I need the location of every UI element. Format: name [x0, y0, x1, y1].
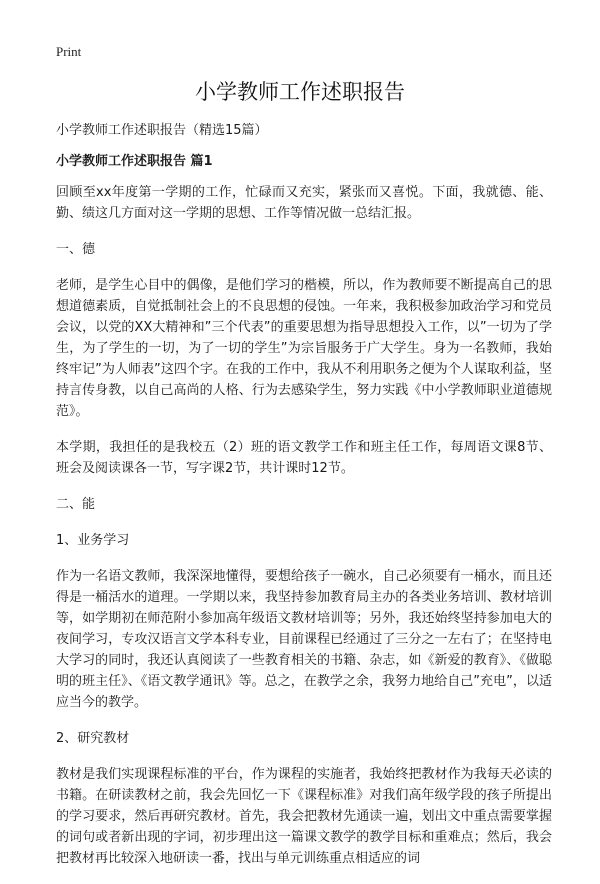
print-link[interactable]: Print: [56, 44, 82, 59]
section-title: 小学教师工作述职报告 篇1: [56, 154, 213, 169]
textbook-research-paragraph: 教材是我们实现课程标准的平台，作为课程的实施者，我始终把教材作为我每天必读的书籍。在研读教材之前，我会先回忆一下《课程标准》对我们高年级学段的孩子所提出的学习要求，然后再研究教材。首先，我会把教材先通读一遍，划出文中重点需要掌握的词句或者新出现的字词，初步理出这一篇课文教学的教学目标和重难点；然后，我会把教材再比较深入地研读一番，找出与单元训练重点相适应的词: [56, 767, 552, 866]
page-title: 小学教师工作述职报告: [195, 80, 405, 104]
heading-business-study: 1、业务学习: [56, 533, 130, 548]
intro-paragraph: 回顾至xx年度第一学期的工作，忙碌而又充实，紧张而又喜悦。下面，我就德、能、勤、绩这几方面对这一学期的思想、工作等情况做一总结汇报。: [56, 185, 552, 221]
heading-morality: 一、德: [56, 242, 96, 257]
morality-paragraph: 老师，是学生心目中的偶像，是他们学习的楷模，所以，作为教师要不断提高自己的思想道德素质，自觉抵制社会上的不良思想的侵蚀。一年来，我积极参加政治学习和党员会议，以党的XX大精神和”三个代表”的重要思想为指导思想投入工作，以”一切为了学生，为了学生的一切，为了一切的学生”为宗旨服务于广大学生。身为一名教师，我始终牢记”为人师表”这四个字。在我的工作中，我从不利用职务之便为个人谋取利益，坚持言传身教，以自己高尚的人格、行为去感染学生，努力实践《中小学教师职业道德规范》。: [56, 278, 552, 419]
document-body: [56, 120, 552, 884]
document-subtitle: 小学教师工作述职报告（精选15篇）: [56, 123, 268, 138]
business-study-paragraph: 作为一名语文教师，我深深地懂得，要想给孩子一碗水，自己必须要有一桶水，而且还得是一桶活水的道理。一学期以来，我坚持参加教育局主办的各类业务培训、教材培训等，如学期初在师范附小参加高年级语文教材培训等；另外，我还始终坚持参加电大的夜间学习，专攻汉语言文学本科专业，目前课程已经通过了三分之一左右了；在坚持电大学习的同时，我还认真阅读了一些教育相关的书籍、杂志，如《新爱的教育》、《做聪明的班主任》、《语文教学通讯》等。总之，在教学之余，我努力地给自己”充电”，以适应当今的教学。: [56, 569, 552, 710]
heading-textbook-research: 2、研究教材: [56, 731, 130, 746]
heading-ability: 二、能: [56, 497, 96, 512]
semester-paragraph: 本学期，我担任的是我校五（2）班的语文教学工作和班主任工作，每周语文课8节、班会及阅读课各一节，写字课2节，共计课时12节。: [56, 440, 552, 476]
